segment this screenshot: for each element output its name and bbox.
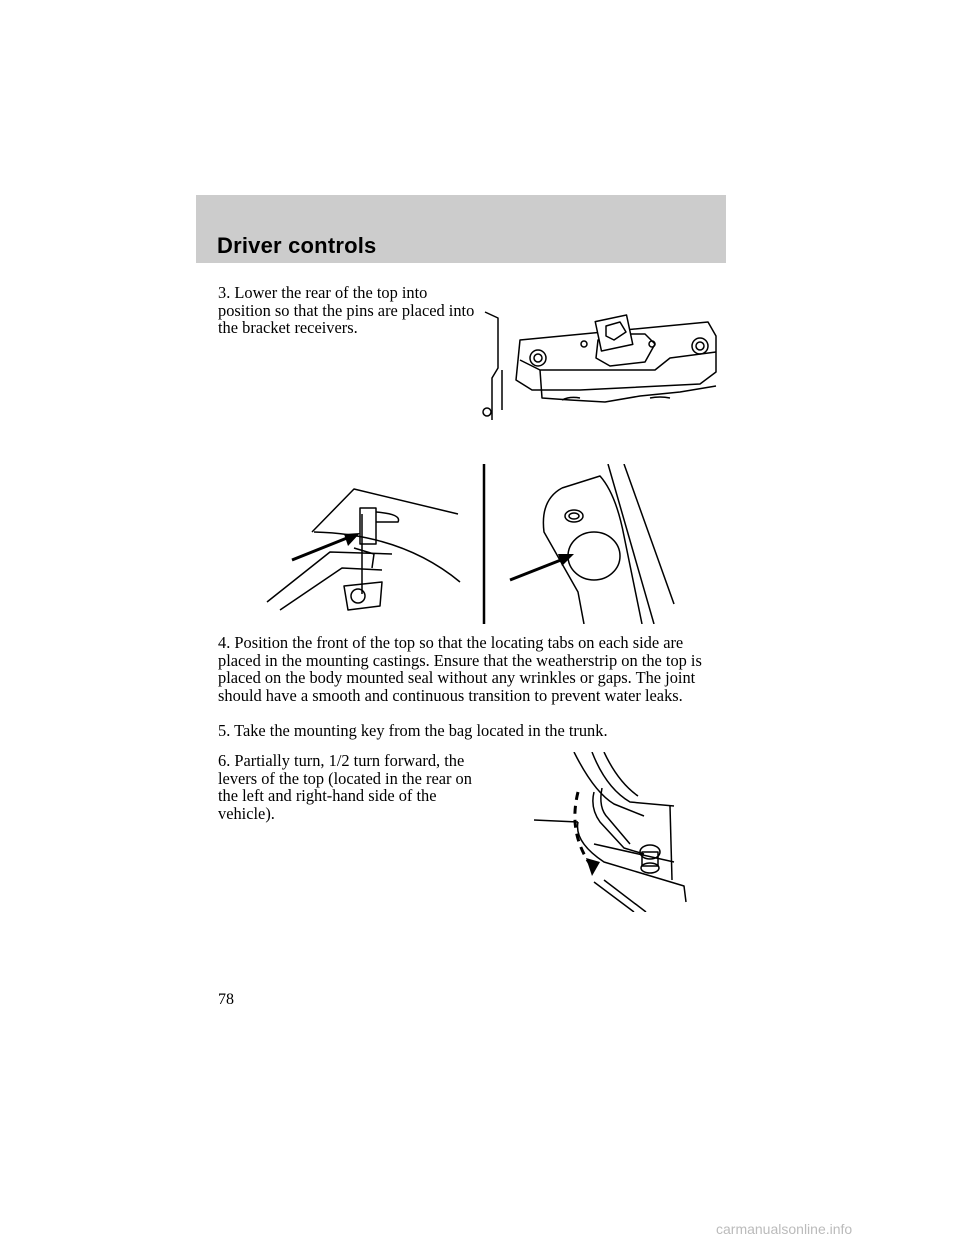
bracket-receiver-illustration — [480, 300, 730, 430]
locating-tabs-illustration — [262, 464, 682, 624]
top-lever-illustration — [534, 752, 704, 912]
step-3-text: 3. Lower the rear of the top into position so that the pins are placed into the bracket receivers. — [218, 283, 475, 338]
step-5-text: 5. Take the mounting key from the bag located in the trunk. — [218, 721, 608, 740]
step-4-text: 4. Position the front of the top so that the locating tabs on each side are placed in the mounting castings. Ensure that the weatherstrip on the top is placed on the body mounted seal without any wrinkles or gaps. The joint should have a smooth and continuous transition to prevent water leaks. — [218, 633, 702, 705]
page-number: 78 — [218, 991, 234, 1008]
section-header — [196, 195, 726, 263]
footer-link[interactable]: carmanualsonline.info — [716, 1221, 853, 1237]
step-6-text: 6. Partially turn, 1/2 turn forward, the levers of the top (located in the rear on the left and right-hand side of the vehicle). — [218, 751, 472, 823]
section-title: Driver controls — [217, 233, 377, 258]
